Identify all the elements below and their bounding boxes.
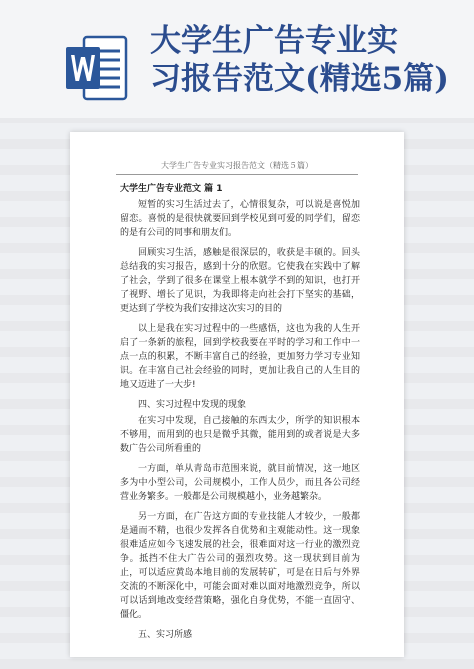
page-content [120,182,360,644]
subheading: 四、实习过程中发现的现象 [138,400,247,410]
document-page [70,132,404,657]
subheading: 五、实习所感 [138,630,193,640]
paragraph: 短暂的实习生活过去了，心情很复杂，可以说是喜悦加留恋。喜悦的是很快就要回到学校见到可爱的同学们，留恋的是有公司的同事和朋友们。 [120,200,360,238]
document-title [150,22,468,98]
title-line-1: 大学生广告专业实 [150,23,398,59]
paragraph: 在实习中发现，自己接触的东西太少，所学的知识根本不够用，而用到的也只是微乎其微，能用到的或者说是大多数广告公司所看重的 [120,416,360,454]
paragraph: 回顾实习生活，感触是很深层的，收获是丰硕的。回头总结我的实习报告，感到十分的欣慰。它使我在实践中了解了社会，学到了很多在课堂上根本就学不到的知识，也打开了视野、增长了见识，为我即将走向社会打下坚实的基础，更达到了学校为我们安排这次实习的目的 [120,248,360,314]
paragraph: 另一方面，在广告这方面的专业技能人才较少，一般都是通而不精，也很少发挥各自优势和主观能动性。这一现象很难适应如今飞速发展的社会，很难面对这一行业的激烈竞争。抵挡不住大广告公司的强烈攻势。这一现状到目前为止，可以适应黄岛本地目前的发展转矿，可是在日后与外界交流的不断深化中，可能会面对难以面对地激烈竞争，所以可以话到地改变经营策略，强化自身优势，不能一直固守、僵化。 [120,512,360,620]
word-document-icon [64,33,128,103]
page-running-header: 大学生广告专业实习报告范文（精选５篇） [161,161,313,170]
paragraph: 一方面，单从青岛市范围来说，就目前情况，这一地区多为中小型公司，公司规模小，工作人员少，而且各公司经营业务繁多。一般都是公司规模越小，业务越繁杂。 [120,464,360,502]
section-heading: 大学生广告专业范文 篇 1 [120,184,223,194]
title-line-2: 习报告范文(精选5篇) [150,61,449,97]
header-divider [116,174,358,175]
header-banner [0,0,474,118]
paragraph: 以上是我在实习过程中的一些感悟，这也为我的人生开启了一条新的旅程，回到学校我要在平时的学习和工作中一点一点的积累，不断丰富自己的经验，更加努力学习专业知识。在丰富自己社会经验的同时，更加让我自己的人生目的地又迈进了一大步! [120,324,360,390]
